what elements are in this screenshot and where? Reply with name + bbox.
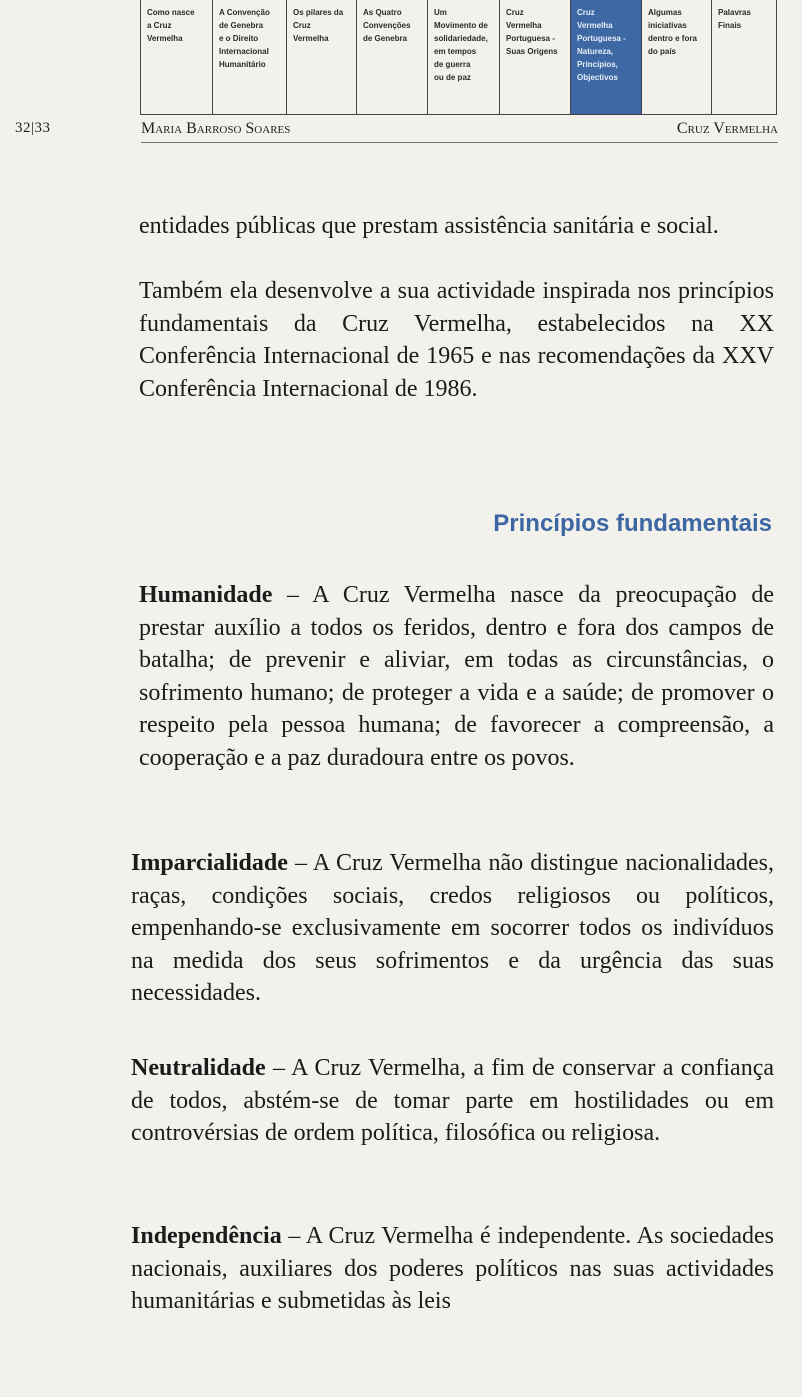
nav-cell-label: Um Movimento de solidariedade, em tempos de guerra ou de paz bbox=[434, 8, 488, 82]
principle-text: – A Cruz Vermelha não distingue nacionalidades, raças, condições sociais, credos religiosos ou políticos, empenhando-se exclusivamente em socorrer todos os indivíduos na medida dos seus sofrimentos e da urgência das suas necessidades. bbox=[131, 850, 774, 1006]
principle-term: Neutralidade bbox=[131, 1055, 266, 1081]
nav-cell-quatro-convencoes[interactable] bbox=[356, 0, 427, 114]
page-numbers: 32|33 bbox=[15, 120, 51, 136]
nav-cell-label: Como nasce a Cruz Vermelha bbox=[147, 8, 195, 43]
nav-cell-palavras-finais[interactable] bbox=[711, 0, 777, 114]
principle-text: – A Cruz Vermelha é independente. As sociedades nacionais, auxiliares dos poderes políticos nas suas actividades humanitárias e submetidas às leis bbox=[131, 1223, 774, 1314]
nav-cell-movimento-solidariedade[interactable] bbox=[427, 0, 499, 114]
nav-cell-label: As Quatro Convenções de Genebra bbox=[363, 8, 411, 43]
nav-cell-iniciativas[interactable] bbox=[641, 0, 711, 114]
nav-cell-cvp-origens[interactable] bbox=[499, 0, 570, 114]
principle-term: Independência bbox=[131, 1223, 282, 1249]
principle-term: Humanidade bbox=[139, 582, 273, 608]
author-name: Maria Barroso Soares bbox=[141, 120, 291, 137]
nav-cell-label: Cruz Vermelha Portuguesa - Suas Origens bbox=[506, 8, 558, 56]
principle-humanidade bbox=[139, 579, 774, 774]
intro-paragraph: entidades públicas que prestam assistência sanitária e social. bbox=[139, 213, 719, 239]
header-rule bbox=[141, 142, 778, 143]
chapter-navigation-table bbox=[140, 0, 777, 115]
section-heading: Princípios fundamentais bbox=[493, 510, 772, 537]
principle-term: Imparcialidade bbox=[131, 850, 288, 876]
nav-cell-label: A Convenção de Genebra e o Direito Internacional Humanitário bbox=[219, 8, 270, 69]
running-title: Cruz Vermelha bbox=[676, 120, 778, 137]
principle-text: – A Cruz Vermelha nasce da preocupação de prestar auxílio a todos os feridos, dentro e fora dos campos de batalha; de prevenir e aliviar, em todas as circunstâncias, o sofrimento humano; de proteger a vida e a saúde; de promover o respeito pela pessoa humana; de favorecer a compreensão, a cooperação e a paz duradoura entre os povos. bbox=[139, 582, 774, 771]
nav-cell-label: Algumas iniciativas dentro e fora do país bbox=[648, 8, 697, 56]
nav-cell-pilares[interactable] bbox=[286, 0, 356, 114]
nav-cell-label: Os pilares da Cruz Vermelha bbox=[293, 8, 344, 43]
nav-cell-label: Cruz Vermelha Portuguesa - Natureza, Princípios, Objectivos bbox=[577, 8, 626, 82]
paragraph-conferences: Também ela desenvolve a sua actividade inspirada nos princípios fundamentais da Cruz Vermelha, estabelecidos na XX Conferência Internacional de 1965 e nas recomendações da XXV Conferência Internacional de 1986. bbox=[139, 278, 774, 402]
nav-cell-convencao-genebra[interactable] bbox=[212, 0, 286, 114]
nav-cell-label: Palavras Finais bbox=[718, 8, 751, 30]
principle-imparcialidade bbox=[131, 847, 774, 1010]
principle-independencia bbox=[131, 1220, 774, 1318]
principle-text: – A Cruz Vermelha, a fim de conservar a confiança de todos, abstém-se de tomar parte em hostilidades ou em controvérsias de ordem política, filosófica ou religiosa. bbox=[131, 1055, 774, 1146]
nav-cell-como-nasce[interactable] bbox=[140, 0, 212, 114]
principle-neutralidade bbox=[131, 1052, 774, 1150]
nav-cell-cvp-natureza-active[interactable] bbox=[570, 0, 641, 114]
